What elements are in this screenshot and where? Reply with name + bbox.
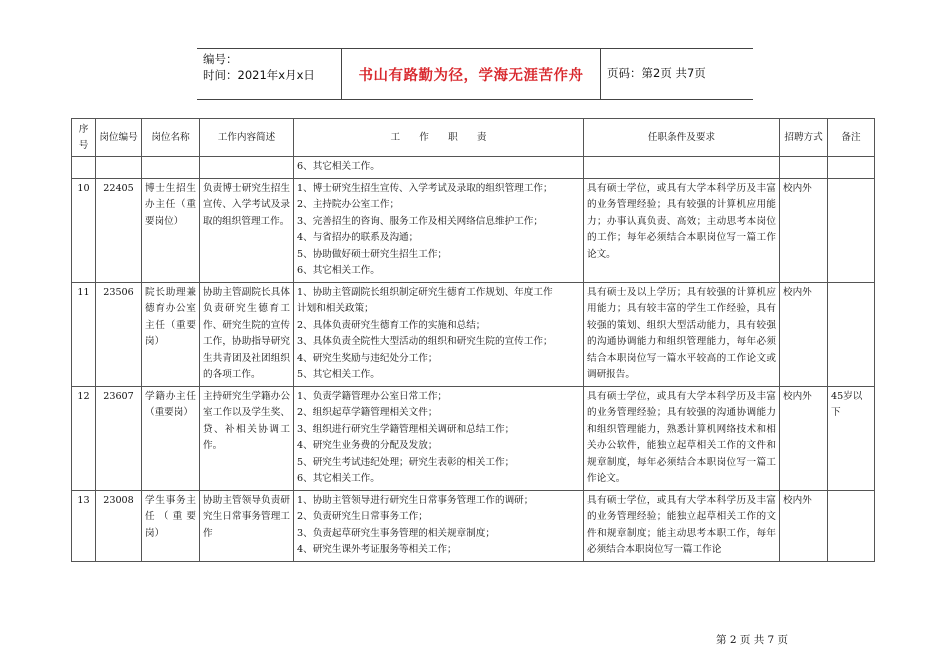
table-row-continued [72,157,875,179]
header-meta [203,51,315,83]
header-summary: 工作内容简述 [200,119,294,157]
header-recruit: 招聘方式 [780,119,828,157]
row-code: 23008 [96,490,142,561]
document-time-label: 时间：2021年x月x日 [203,68,315,82]
page-footer: 第 2 页 共 7 页 [716,634,789,646]
duty-line: 1、博士研究生招生宣传、入学考试及录取的组织管理工作； [297,182,553,194]
duty-line: 5、协助做好硕士研究生招生工作； [297,248,448,260]
header-requirements: 任职条件及要求 [584,119,780,157]
duty-line: 5、研究生考试违纪处理；研究生表彰的相关工作； [297,456,515,468]
header-code: 岗位编号 [96,119,142,157]
duty-line: 1、协助主管领导进行研究生日常事务管理工作的调研； [297,494,534,506]
header-divider [341,49,342,99]
duty-line: 3、完善招生的咨询、服务工作及相关网络信息维护工作； [297,215,543,227]
duty-line: 计划和相关政策； [297,303,374,314]
table-row [72,178,875,282]
duties-cell [294,178,584,282]
page-header [197,48,753,100]
row-no: 11 [72,282,96,386]
row-requirements: 具有硕士学位，或具有大学本科学历及丰富的业务管理经验；具有较强的计算机应用能力；办事认真负责、高效；主动思考本岗位的工作；每年必须结合本职岗位写一篇工作论文。 [584,178,780,282]
row-name: 博士生招生办主任（重要岗位） [142,178,200,282]
row-code: 23506 [96,282,142,386]
duty-line: 4、与省招办的联系及沟通； [297,232,419,243]
table-row [72,386,875,490]
row-no: 10 [72,178,96,282]
header-motto: 书山有路勤为径，学海无涯苦作舟 [358,68,584,84]
header-page-label: 页码：第2页 共7页 [607,66,706,80]
row-requirements: 具有硕士及以上学历；具有较强的计算机应用能力；具有较丰富的学生工作经验，具有较强的策划、组织大型活动能力，具有较强的沟通协调能力和组织管理能力，每年必须结合本职岗位写一篇水平较高的工作论文或调研报告。 [584,282,780,386]
duty-line: 2、组织起草学籍管理相关文件； [297,407,438,418]
duty-line: 6、其它相关工作。 [297,265,380,276]
row-name: 学生事务主任（重要岗） [142,490,200,561]
duty-line: 3、具体负责全院性大型活动的组织和研究生院的宣传工作； [297,336,553,347]
table-row [72,490,875,561]
duty-line: 3、组织进行研究生学籍管理相关调研和总结工作； [297,423,515,435]
table-row [72,282,875,386]
document-number-label: 编号： [203,52,238,66]
row-no: 12 [72,386,96,490]
row-requirements: 具有硕士学位，或具有大学本科学历及丰富的业务管理经验；具有较强的沟通协调能力和组织管理能力，熟悉计算机网络技术和相关办公软件，能独立起草相关工作的文件和规章制度，每年必须结合本职岗位写一篇工作论文。 [584,386,780,490]
row-recruit: 校内外 [780,282,828,386]
row-remark [828,282,875,386]
duty-line: 1、负责学籍管理办公室日常工作； [297,390,448,402]
row-summary: 协助主管领导负责研究生日常事务管理工作 [200,490,294,561]
duty-line: 2、具体负责研究生德育工作的实施和总结； [297,319,486,331]
row-recruit: 校内外 [780,386,828,490]
row-recruit: 校内外 [780,490,828,561]
duty-line: 4、研究生课外考证服务等相关工作； [297,544,457,555]
row-remark [828,490,875,561]
table-header-row [72,119,875,157]
duty-line: 3、负责起草研究生事务管理的相关规章制度； [297,527,495,539]
duty-line: 4、研究生业务费的分配及发放； [297,440,438,451]
row-code: 22405 [96,178,142,282]
duty-line: 2、主持院办公室工作； [297,199,400,210]
row-name: 学籍办主任（重要岗） [142,386,200,490]
duty-line: 2、负责研究生日常事务工作； [297,511,428,522]
position-table [71,118,875,562]
duties-cell [294,386,584,490]
row-remark [828,178,875,282]
row-summary: 负责博士研究生招生宣传、入学考试及录取的组织管理工作。 [200,178,294,282]
row-remark: 45岁以下 [828,386,875,490]
duties-cell [294,282,584,386]
duties-cell [294,490,584,561]
header-name: 岗位名称 [142,119,200,157]
duties-cell [294,157,584,179]
row-summary: 主持研究生学籍办公室工作以及学生奖、贷、补相关协调工作。 [200,386,294,490]
row-recruit: 校内外 [780,178,828,282]
duty-line: 6、其它相关工作。 [297,161,380,172]
header-no: 序号 [72,119,96,157]
row-summary: 协助主管副院长具体负责研究生德育工作、研究生院的宣传工作，协助指导研究生共青团及社团组织的各项工作。 [200,282,294,386]
header-divider [600,49,601,99]
duty-line: 6、其它相关工作。 [297,473,380,484]
duty-line: 4、研究生奖励与违纪处分工作； [297,352,438,364]
duty-line: 1、协助主管副院长组织制定研究生德育工作规划、年度工作 [297,286,553,298]
row-name: 院长助理兼德育办公室主任（重要岗） [142,282,200,386]
row-no: 13 [72,490,96,561]
duty-line: 5、其它相关工作。 [297,369,380,380]
row-requirements: 具有硕士学位，或具有大学本科学历及丰富的业务管理经验；能独立起草相关工作的文件和规章制度；能主动思考本职工作，每年必须结合本职岗位写一篇工作论 [584,490,780,561]
row-code: 23607 [96,386,142,490]
header-duties: 工 作 职 责 [294,119,584,157]
header-remark: 备注 [828,119,875,157]
